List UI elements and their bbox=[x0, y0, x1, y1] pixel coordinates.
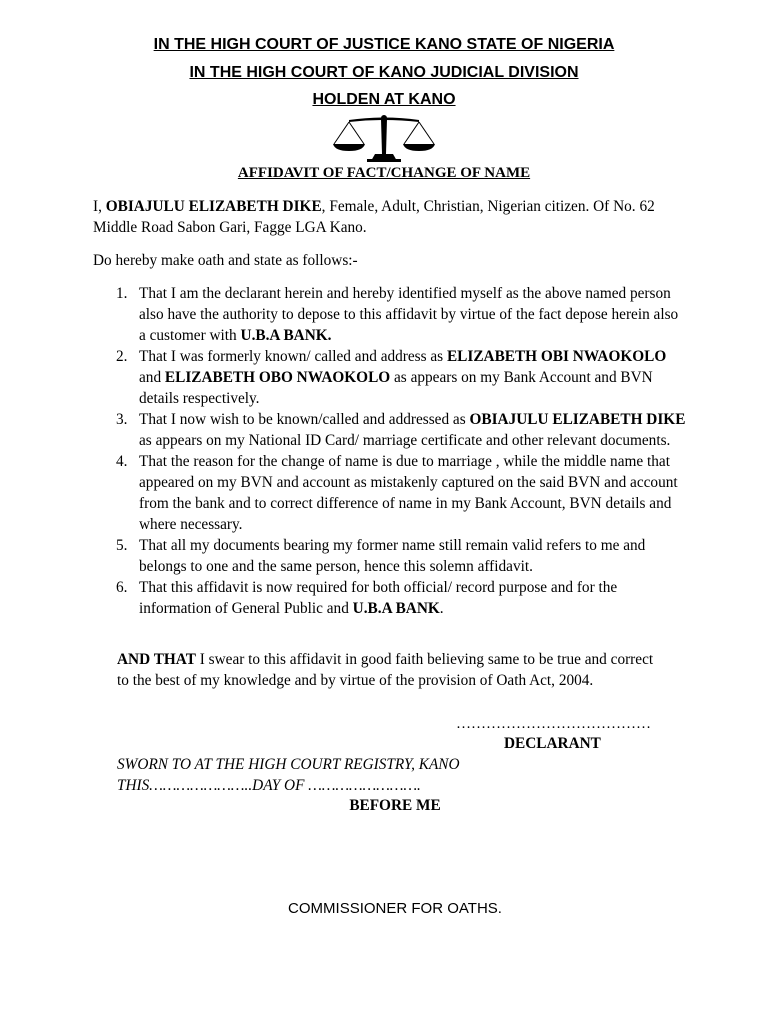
court-heading-line-2: IN THE HIGH COURT OF KANO JUDICIAL DIVISION bbox=[189, 64, 579, 81]
before-me-label: BEFORE ME bbox=[349, 797, 441, 814]
intro-details: , Female, Adult, Christian, Nigerian citizen. Of No. 62 Middle Road Sabon Gari, Fagge LGA Kano. bbox=[93, 198, 655, 236]
sworn-line-1: SWORN TO AT THE HIGH COURT REGISTRY, KANO bbox=[117, 756, 460, 773]
deposition-item bbox=[108, 535, 688, 577]
closing-text: I swear to this affidavit in good faith believing same to be true and correct to the best of my knowledge and by virtue of the provision of Oath Act, 2004. bbox=[117, 651, 654, 689]
commissioner-label: COMMISSIONER FOR OATHS. bbox=[288, 900, 502, 917]
item-text: That I am the declarant herein and hereby identified myself as the above named person also have the authority to depose to this affidavit by virtue of the fact depose herein also a customer with bbox=[139, 285, 679, 344]
declarant-name: OBIAJULU ELIZABETH DIKE bbox=[105, 198, 322, 215]
deposition-list bbox=[108, 283, 688, 619]
item-number: 1. bbox=[116, 285, 128, 302]
intro-paragraph bbox=[93, 196, 673, 238]
court-heading-line-3: HOLDEN AT KANO bbox=[312, 91, 456, 108]
deposition-item bbox=[108, 283, 688, 346]
item-text: That I now wish to be known/called and addressed as bbox=[139, 411, 470, 428]
item-text: as appears on my Bank Account and BVN details respectively. bbox=[139, 369, 653, 407]
deposition-item bbox=[108, 409, 688, 451]
closing-paragraph bbox=[117, 649, 665, 691]
declarant-label: DECLARANT bbox=[504, 735, 601, 752]
item-text: That the reason for the change of name is due to marriage , while the middle name that appeared on my BVN and account as mistakenly captured on the said BVN and account from the bank and to correct difference of name in my Bank Account, BVN details and where necessary. bbox=[139, 453, 678, 533]
closing-lead: AND THAT bbox=[117, 651, 196, 668]
item-emphasis: OBIAJULU ELIZABETH DIKE bbox=[469, 411, 686, 428]
item-emphasis: ELIZABETH OBI NWAOKOLO bbox=[446, 348, 667, 365]
signature-line: ………………………………… bbox=[456, 716, 651, 732]
deposition-item bbox=[108, 346, 688, 409]
item-emphasis: U.B.A BANK bbox=[352, 600, 440, 617]
oath-statement: Do hereby make oath and state as follows:- bbox=[93, 252, 358, 269]
item-number: 3. bbox=[116, 411, 128, 428]
item-text: That this affidavit is now required for both official/ record purpose and for the information of General Public and bbox=[139, 579, 618, 617]
item-number: 2. bbox=[116, 348, 128, 365]
item-number: 6. bbox=[116, 579, 128, 596]
item-number: 4. bbox=[116, 453, 128, 470]
item-number: 5. bbox=[116, 537, 128, 554]
deposition-item bbox=[108, 577, 688, 619]
scales-of-justice-icon bbox=[331, 114, 437, 162]
item-emphasis: U.B.A BANK. bbox=[240, 327, 332, 344]
item-text: and bbox=[139, 369, 165, 386]
sworn-line-2: THIS…………………..DAY OF ……………………. bbox=[117, 777, 421, 794]
item-text: as appears on my National ID Card/ marriage certificate and other relevant documents. bbox=[139, 432, 671, 449]
item-text: That I was formerly known/ called and address as bbox=[139, 348, 447, 365]
intro-prefix: I, bbox=[93, 198, 106, 215]
item-text: That all my documents bearing my former name still remain valid refers to me and belongs to one and the same person, hence this solemn affidavit. bbox=[139, 537, 646, 575]
document-title: AFFIDAVIT OF FACT/CHANGE OF NAME bbox=[237, 165, 531, 181]
deposition-item bbox=[108, 451, 688, 535]
item-emphasis: ELIZABETH OBO NWAOKOLO bbox=[164, 369, 391, 386]
sworn-statement bbox=[117, 754, 460, 796]
court-heading-line-1: IN THE HIGH COURT OF JUSTICE KANO STATE OF NIGERIA bbox=[153, 36, 615, 53]
item-text: . bbox=[439, 600, 444, 617]
